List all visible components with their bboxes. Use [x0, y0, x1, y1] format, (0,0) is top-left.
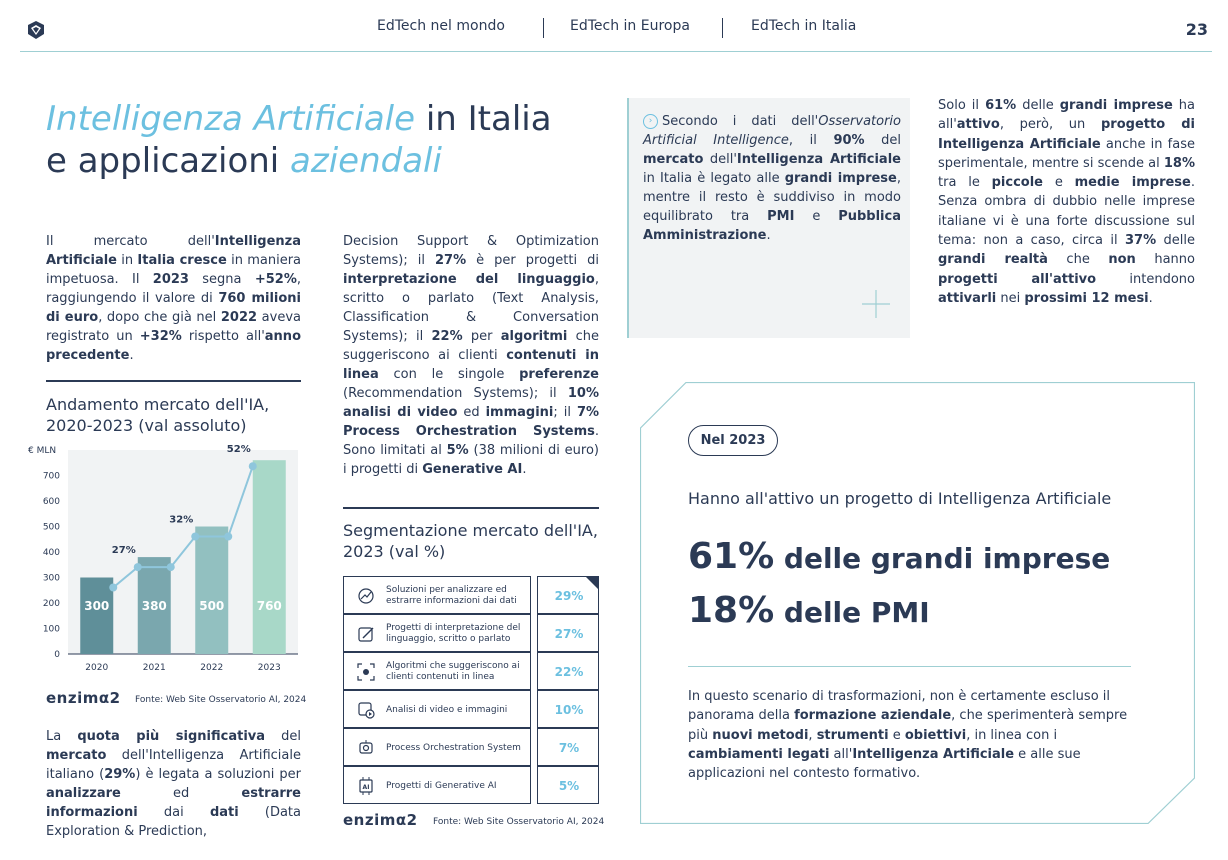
text-run: è per progetti di [466, 253, 599, 268]
highlight-subtitle: Hanno all'attivo un progetto di Intelligenza Artificiale [688, 489, 1112, 508]
text-run: , il [788, 133, 834, 148]
bold-text: 90% [833, 133, 865, 148]
bold-text: preferenze [519, 367, 599, 382]
bold-text: progetti all'attivo [938, 271, 1097, 287]
bold-text: 2023 [152, 272, 189, 287]
text-run: all' [829, 746, 853, 762]
bold-text: quota più significativa [77, 729, 266, 744]
header-divider [20, 51, 1212, 52]
chevron-right-icon: › [643, 114, 658, 129]
stat1-percent: 61% [688, 536, 775, 577]
chart2-rule [343, 507, 599, 509]
segment-label-cell [343, 728, 531, 766]
bold-text: Generative AI [422, 462, 523, 477]
text-run: nei [996, 290, 1025, 306]
text-run: del [864, 133, 902, 148]
segment-label-cell [343, 766, 531, 804]
text-run: (38 milioni di euro) i progetti di [343, 443, 599, 477]
svg-text:AI: AI [362, 784, 370, 791]
bar [195, 527, 228, 655]
title-text-2: e applicazioni [46, 141, 291, 181]
text-run: La [46, 729, 78, 744]
x-tick-label: 2020 [85, 663, 109, 673]
segment-percent: 22% [554, 665, 584, 679]
highlight-paragraph [688, 687, 1148, 783]
bold-text: progetto di Intelligenza Artificiale [938, 117, 1196, 152]
segment-row [343, 728, 603, 766]
segment-value-cell [537, 614, 599, 652]
bold-text: attivarli [938, 290, 997, 306]
bold-text: 760 milioni di euro [46, 291, 302, 325]
bold-text: 18% [1163, 155, 1195, 171]
text-run: , che sperimenterà sempre più [688, 708, 1128, 743]
text-run: (Data Exploration & Prediction, [46, 805, 301, 839]
chart1-source: Fonte: Web Site Osservatorio AI, 2024 [135, 695, 307, 705]
y-tick-label: 0 [54, 650, 60, 660]
text-run: con le singole [378, 367, 520, 382]
bold-text: formazione aziendale [794, 708, 952, 724]
quote-content [643, 114, 901, 243]
y-tick-label: 600 [42, 497, 60, 507]
segment-row [343, 614, 603, 652]
text-run: intendono [1096, 271, 1195, 287]
segment-label: Progetti di interpretazione del linguaggio, scritto o parlato [386, 623, 521, 644]
text-run: anche in fase sperimentale, mentre si scende al [938, 136, 1195, 171]
bold-text: 22% [431, 329, 463, 344]
text-run: . Sono limitati al [343, 424, 599, 458]
bold-text: Italia cresce [137, 253, 227, 268]
bold-text: mercato [643, 152, 704, 167]
growth-point [134, 563, 142, 571]
text-run: in Italia è legato alle [643, 171, 785, 186]
text-run: ed [120, 786, 242, 801]
middle-paragraph [343, 232, 599, 479]
bold-text: contenuti in linea [343, 348, 599, 382]
year-badge: Nel 2023 [688, 425, 778, 456]
text-run: e alle sue applicazioni nel contesto formativo. [688, 746, 1081, 782]
segment-percent: 29% [554, 589, 584, 603]
text-run: . [522, 462, 527, 477]
ai-chip-icon [356, 776, 376, 796]
growth-point [191, 533, 199, 541]
bottom-left-paragraph [46, 727, 301, 841]
title-text-1: in Italia [415, 99, 552, 139]
text-run: delle [1016, 98, 1060, 113]
bold-text: anno precedente [46, 329, 301, 363]
page-number: 23 [1185, 20, 1208, 39]
text-run: ) è legata a soluzioni per [135, 767, 301, 782]
text-run: e [1043, 175, 1075, 191]
nav-link-italy[interactable]: EdTech in Italia [751, 18, 857, 34]
segment-label: Analisi di video e immagini [386, 704, 508, 715]
segment-value-cell [537, 652, 599, 690]
video-icon [356, 700, 376, 720]
text-run: . Senza ombra di dubbio nelle imprese italiane vi è una forte discussione sul tema: non a caso, circa il [938, 175, 1195, 249]
text-run: , mentre il resto è suddiviso in modo equilibrato tra [643, 171, 901, 224]
bold-text: +52% [254, 272, 297, 287]
text-run: in maniera impetuosa. Il [46, 253, 302, 287]
bold-text: non [1108, 252, 1136, 268]
bold-text: Intelligenza Artificiale [46, 234, 301, 268]
text-run: (Recommendation Systems); il [343, 386, 568, 401]
bar [253, 460, 286, 654]
text-run: Secondo i dati dell' [662, 114, 819, 129]
bold-text: 61% [985, 98, 1017, 113]
segment-label: Process Orchestration System [386, 742, 521, 753]
segment-label: Algoritmi che suggeriscono ai clienti contenuti in linea [386, 661, 520, 682]
bold-text: prossimi 12 mesi [1024, 290, 1149, 306]
bold-text: grandi imprese [784, 171, 897, 186]
growth-point [167, 563, 175, 571]
bold-text: piccole [991, 175, 1044, 191]
brand-logo: enzimα2 [46, 689, 121, 707]
text-run: delle [1156, 233, 1195, 249]
text-run: del [265, 729, 301, 744]
y-axis-unit: € MLN [28, 446, 57, 456]
intro-paragraph [46, 232, 301, 365]
segment-percent: 27% [554, 627, 584, 641]
stat-sme [688, 590, 930, 631]
text-run: aveva registrato un [46, 310, 301, 344]
segment-label: Progetti di Generative AI [386, 780, 497, 791]
x-tick-label: 2023 [257, 663, 281, 673]
y-tick-label: 100 [42, 624, 60, 635]
text-run: ; il [553, 405, 577, 420]
bold-text: Intelligenza Artificiale [852, 746, 1015, 762]
italic-text: Osservatorio Artificial Intelligence [643, 114, 901, 148]
text-run: rispetto all' [181, 329, 265, 344]
text-run: . [766, 228, 771, 243]
growth-point [109, 584, 117, 592]
stat2-percent: 18% [688, 590, 775, 631]
stat2-label: delle PMI [774, 596, 930, 629]
growth-label: 32% [169, 514, 194, 526]
bar-value-label: 760 [256, 598, 282, 613]
bold-text: 10% analisi di video [343, 386, 599, 420]
segment-label: Soluzioni per analizzare ed estrarre informazioni dai dati [386, 585, 517, 606]
bold-text: algoritmi [500, 329, 568, 344]
text-run: dell'Intelligenza Artificiale italiano ( [46, 748, 301, 782]
bold-text: 29% [104, 767, 136, 782]
text-run: , in linea con i [966, 727, 1058, 743]
bold-text: analizzare [46, 786, 121, 801]
segment-label-cell [343, 614, 531, 652]
growth-point [249, 462, 257, 470]
bold-text: cambiamenti legati [688, 746, 830, 762]
y-tick-label: 400 [42, 548, 60, 558]
segment-value-cell [537, 728, 599, 766]
logo-icon[interactable] [26, 20, 46, 40]
segment-value-cell [537, 576, 599, 614]
title-highlight-1: Intelligenza Artificiale [46, 99, 416, 139]
text-run: . [129, 348, 134, 363]
edit-icon [356, 624, 376, 644]
text-run: in [117, 253, 138, 268]
text-run: e [794, 209, 839, 224]
segment-percent: 7% [558, 741, 580, 755]
segment-row [343, 766, 603, 804]
segmentation-table [343, 576, 603, 806]
bar-value-label: 500 [199, 598, 225, 613]
folded-corner [585, 576, 599, 590]
analytics-icon [356, 586, 376, 606]
bold-text: grandi imprese [1059, 98, 1173, 113]
growth-label: 27% [111, 545, 136, 557]
x-tick-label: 2021 [142, 663, 166, 673]
chart2-title: Segmentazione mercato dell'IA, 2023 (val %) [343, 521, 598, 561]
segment-row [343, 652, 603, 690]
y-tick-label: 500 [42, 522, 60, 533]
recommend-icon [356, 662, 376, 682]
bold-text: estrarre informazioni [46, 786, 301, 820]
bar-value-label: 380 [141, 598, 167, 613]
text-run: In questo scenario di trasformazioni, non è certamente escluso il panorama della [688, 689, 1111, 724]
bar-value-label: 300 [84, 598, 110, 613]
text-run: dell' [703, 152, 737, 167]
y-tick-label: 200 [42, 599, 60, 609]
growth-point [224, 533, 232, 541]
nav-separator [722, 18, 723, 38]
segment-value-cell [537, 766, 599, 804]
stat-large-companies [688, 536, 1110, 577]
text-run: segna [188, 272, 255, 287]
bold-text: Intelligenza Artificiale [736, 152, 901, 167]
page-title [46, 98, 552, 182]
bold-text: +32% [139, 329, 182, 344]
text-run: Il mercato dell' [46, 234, 215, 249]
segment-row [343, 690, 603, 728]
stat1-label: delle grandi imprese [774, 542, 1111, 575]
text-run: , dopo che già nel [98, 310, 221, 325]
bold-text: 2022 [220, 310, 258, 325]
segment-row [343, 576, 603, 614]
bold-text: strumenti [816, 727, 889, 743]
segment-label-cell [343, 576, 531, 614]
bold-text: 5% [446, 443, 469, 458]
nav-link-world[interactable]: EdTech nel mondo [377, 18, 505, 34]
title-highlight-2: aziendali [290, 141, 442, 181]
bold-text: medie imprese [1074, 175, 1191, 191]
segment-value-cell [537, 690, 599, 728]
text-run: , [808, 727, 817, 743]
text-run: che suggeriscono ai clienti [343, 329, 599, 363]
nav-link-europe[interactable]: EdTech in Europa [570, 18, 690, 34]
text-run: Solo il [938, 98, 986, 113]
text-run: ed [457, 405, 486, 420]
quote-text [643, 112, 901, 245]
text-run: per [462, 329, 501, 344]
text-run: e [888, 727, 905, 743]
quote-box [627, 98, 910, 338]
bar-chart [28, 440, 308, 678]
text-run: ha all' [938, 98, 1196, 133]
y-tick-label: 300 [42, 573, 60, 584]
y-tick-label: 700 [42, 471, 60, 482]
plus-icon [860, 288, 892, 320]
nav-separator [543, 18, 544, 38]
text-run: dai [137, 805, 210, 820]
process-icon [356, 738, 376, 758]
bold-text: mercato [46, 748, 107, 763]
segment-label-cell [343, 652, 531, 690]
bold-text: dati [209, 805, 239, 820]
segment-percent: 5% [558, 779, 580, 793]
bold-text: attivo [956, 117, 1000, 133]
bold-text: 7% Process Orchestration Systems [343, 405, 600, 439]
bold-text: PMI [767, 209, 795, 224]
bold-text: 27% [434, 253, 467, 268]
brand-logo-2: enzimα2 [343, 811, 418, 829]
bold-text: grandi realtà [938, 252, 1048, 268]
text-run: tra le [938, 175, 992, 191]
bold-text: 37% [1125, 233, 1157, 249]
highlight-divider [688, 666, 1131, 667]
bold-text: immagini [485, 405, 554, 420]
text-run: Decision Support & Optimization Systems); il [343, 234, 599, 268]
right-paragraph [938, 96, 1195, 308]
text-run: , raggiungendo il valore di [46, 272, 301, 306]
x-tick-label: 2022 [200, 663, 224, 673]
text-run: , però, un [999, 117, 1101, 133]
text-run: . [1148, 290, 1153, 306]
chart1-rule [46, 380, 301, 382]
text-run: hanno [1135, 252, 1195, 268]
text-run: che [1047, 252, 1109, 268]
chart2-source: Fonte: Web Site Osservatorio AI, 2024 [433, 817, 605, 827]
bar [80, 578, 113, 655]
growth-label: 52% [226, 444, 251, 456]
segment-label-cell [343, 690, 531, 728]
bold-text: Pubblica Amministrazione [643, 209, 901, 243]
chart1-title: Andamento mercato dell'IA, 2020-2023 (val assoluto) [46, 395, 270, 435]
segment-percent: 10% [554, 703, 584, 717]
text-run: , scritto o parlato (Text Analysis, Classification & Conversation Systems); il [343, 272, 599, 344]
bold-text: obiettivi [904, 727, 967, 743]
bold-text: interpretazione del linguaggio [343, 272, 595, 287]
bold-text: nuovi metodi [712, 727, 809, 743]
